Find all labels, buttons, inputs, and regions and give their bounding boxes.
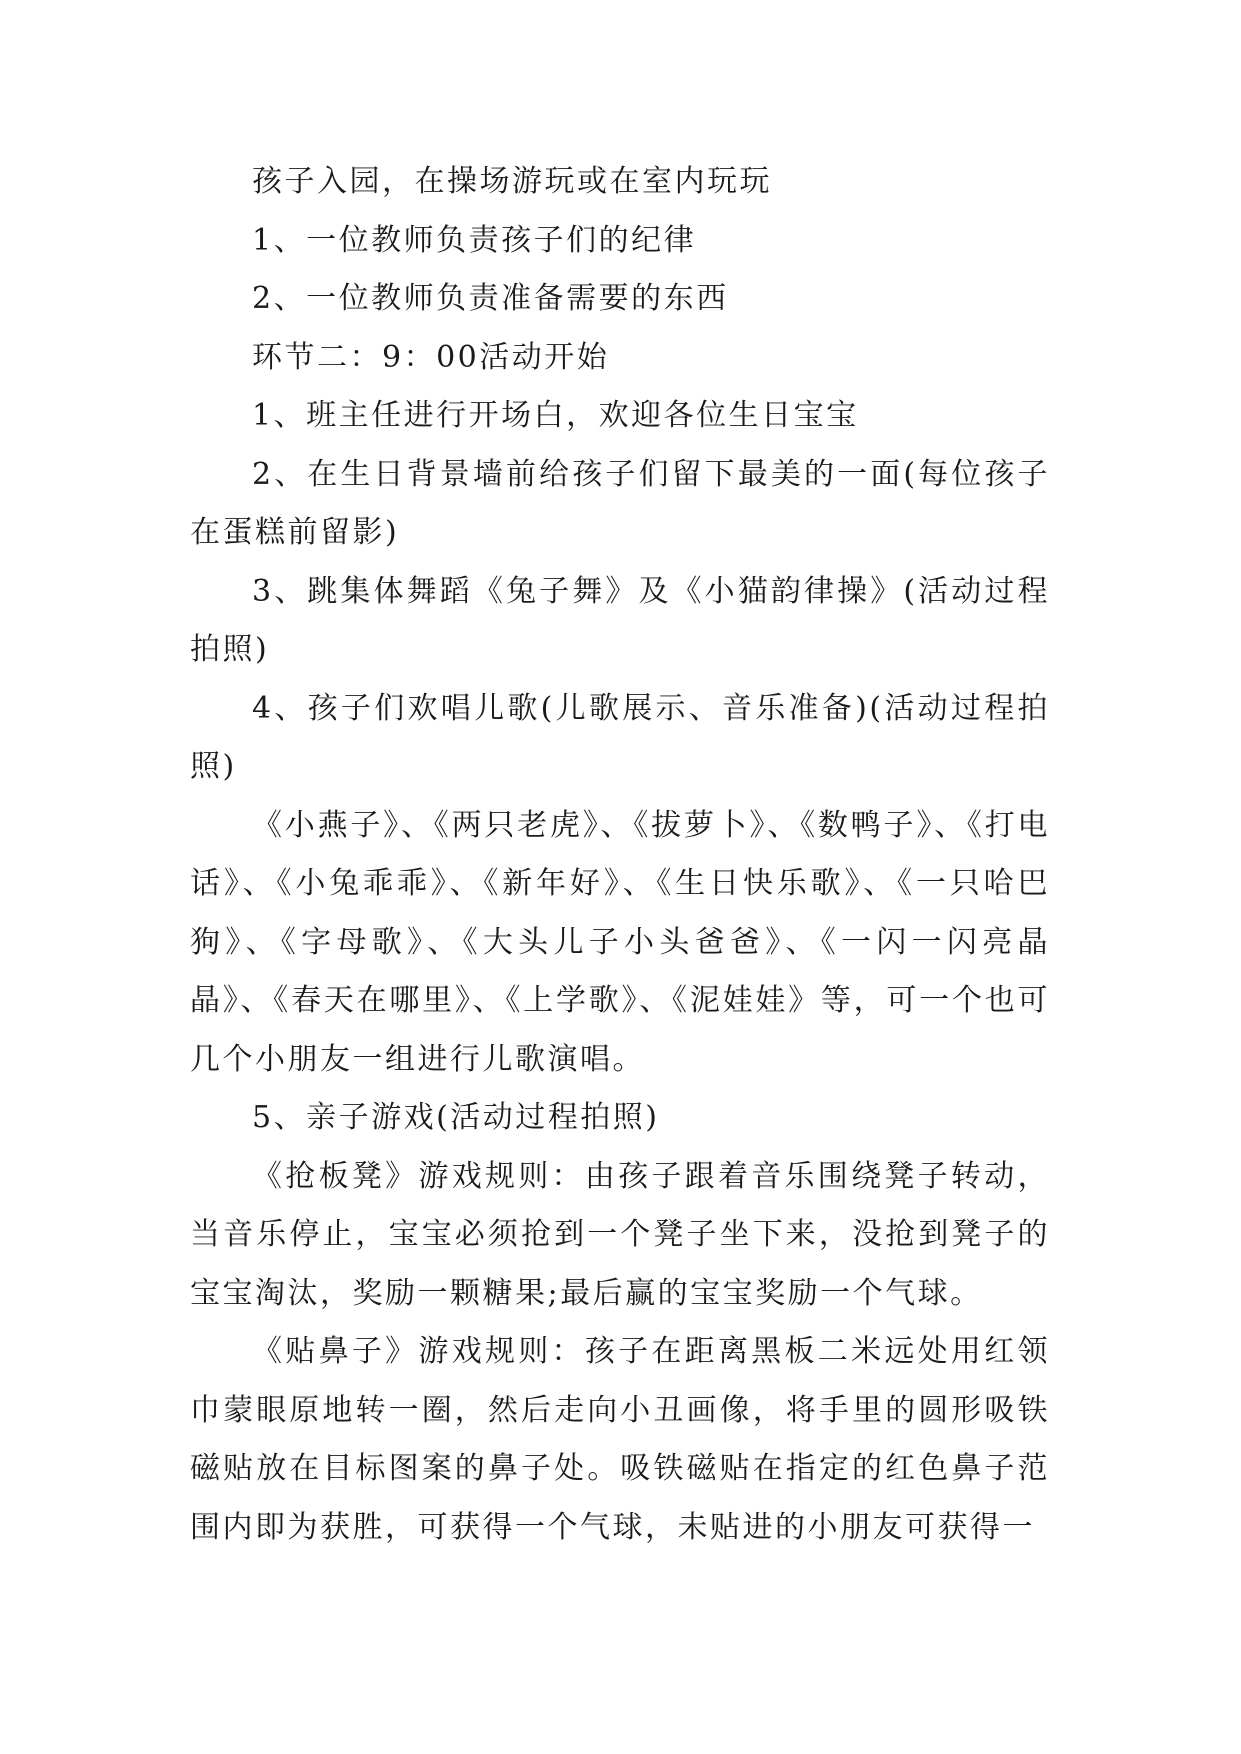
paragraph-section-two-heading: 环节二：9：00活动开始 bbox=[252, 339, 610, 375]
paragraph-teacher-prepare: 2、一位教师负责准备需要的东西 bbox=[252, 281, 729, 316]
paragraph-musical-chairs-rules: 《抢板凳》游戏规则：由孩子跟着音乐围绕凳子转动，当音乐停止，宝宝必须抢到一个凳子坐下来，没抢到凳子的宝宝淘汰，奖励一颗糖果;最后赢的宝宝奖励一个气球。 bbox=[190, 1158, 1050, 1311]
paragraph-parent-child-games: 5、亲子游戏(活动过程拍照) bbox=[252, 1100, 660, 1135]
paragraph-sing-songs: 4、孩子们欢唱儿歌(儿歌展示、音乐准备)(活动过程拍照) bbox=[190, 690, 1050, 784]
paragraph-opening-speech: 1、班主任进行开场白，欢迎各位生日宝宝 bbox=[252, 398, 859, 433]
paragraph-song-list: 《小燕子》、《两只老虎》、《拔萝卜》、《数鸭子》、《打电话》、《小兔乖乖》、《新年好》、《生日快乐歌》、《一只哈巴狗》、《字母歌》、《大头儿子小头爸爸》、《一闪一闪亮晶晶》、《春天在哪里》、《上学歌》、《泥娃娃》等，可一个也可几个小朋友一组进行儿歌演唱。 bbox=[190, 807, 1050, 1077]
document-body bbox=[190, 153, 1050, 1557]
paragraph-arrival: 孩子入园，在操场游玩或在室内玩玩 bbox=[252, 164, 772, 199]
paragraph-group-dance: 3、跳集体舞蹈《兔子舞》及《小猫韵律操》(活动过程拍照) bbox=[190, 573, 1050, 667]
paragraph-pin-the-nose-rules: 《贴鼻子》游戏规则：孩子在距离黑板二米远处用红领巾蒙眼原地转一圈，然后走向小丑画像，将手里的圆形吸铁磁贴放在目标图案的鼻子处。吸铁磁贴在指定的红色鼻子范围内即为获胜，可获得一个气球，未贴进的小朋友可获得一 bbox=[190, 1334, 1050, 1545]
paragraph-teacher-discipline: 1、一位教师负责孩子们的纪律 bbox=[252, 222, 697, 258]
paragraph-photo-wall: 2、在生日背景墙前给孩子们留下最美的一面(每位孩子在蛋糕前留影) bbox=[190, 456, 1050, 550]
